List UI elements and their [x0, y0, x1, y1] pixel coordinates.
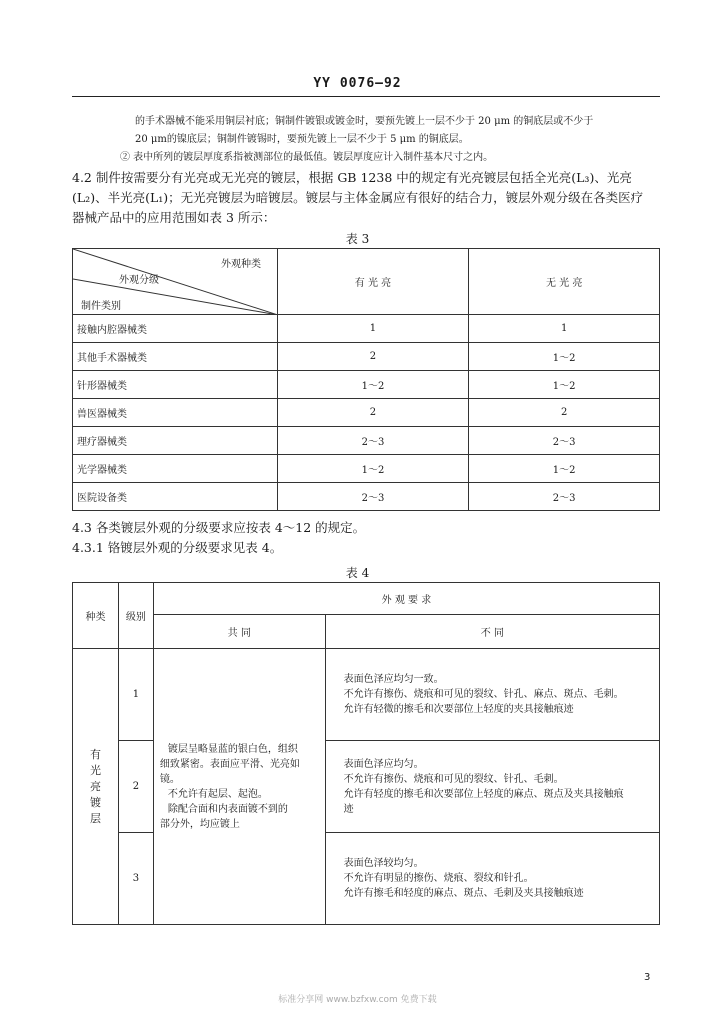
note-line-3: ② 表中所列的镀层厚度系指被测部位的最低值。镀层厚度应计入制件基本尺寸之内。	[120, 152, 494, 163]
diff-line: 表面色泽较均匀。	[343, 858, 424, 869]
table-4-type-cell	[73, 649, 119, 925]
row-matte: 1	[469, 315, 660, 343]
section-4-2-line-2: (L₂)、半光亮(L₁)；无光亮镀层为暗镀层。镀层与主体金属应有很好的结合力，镀层外观分级在各类医疗	[72, 190, 644, 205]
diff-line: 不允许有擦伤、烧痕和可见的裂纹、针孔、毛刺。	[343, 773, 564, 785]
row-matte: 2	[469, 399, 660, 427]
table-4-grade-header: 级别	[118, 583, 153, 649]
table-4-caption: 表 4	[345, 566, 370, 580]
common-line: 除配合面和内表面镀不到的	[167, 803, 288, 815]
grade-2-diff-cell	[325, 741, 659, 833]
table-row	[73, 371, 660, 399]
diff-line: 允许有轻度的擦毛和次要部位上轻度的麻点、斑点及夹具接触痕	[343, 788, 624, 800]
type-char: 光	[89, 763, 101, 777]
note-line-1: 的手术器械不能采用铜层衬底；铜制件镀银或镀金时，要预先镀上一层不少于 20 μm 的铜底层或不少于	[135, 116, 594, 127]
common-line: 部分外，均应镀上	[159, 818, 240, 830]
type-char: 层	[89, 811, 101, 825]
standard-code: YY 0076—92	[313, 76, 402, 91]
row-bright: 1	[277, 315, 469, 343]
common-line: 细致紧密。表面应平滑、光亮如	[159, 758, 300, 770]
type-char: 镀	[89, 795, 101, 809]
table-4-type-header: 种类	[73, 583, 119, 649]
grade-1-diff-cell	[325, 649, 659, 741]
common-line: 不允许有起层、起泡。	[167, 788, 268, 800]
diag-bottom-label: 制件类别	[81, 301, 121, 312]
grade-cell: 3	[118, 833, 153, 925]
type-char: 有	[89, 747, 101, 761]
diff-line: 迹	[343, 803, 354, 815]
table-row	[73, 483, 660, 511]
table-3-col-bright: 有 光 亮	[277, 249, 469, 315]
section-4-2-line-3: 器械产品中的应用范围如表 3 所示：	[72, 210, 276, 225]
diff-line: 表面色泽应均匀一致。	[343, 674, 444, 685]
row-bright: 2	[277, 399, 469, 427]
grade-3-diff-cell	[325, 833, 659, 925]
table-4	[72, 582, 660, 925]
table-4-diff-header: 不 同	[325, 615, 659, 649]
table-row	[73, 315, 660, 343]
row-matte: 1～2	[469, 371, 660, 399]
diff-line: 不允许有擦伤、烧痕和可见的裂纹、针孔、麻点、斑点、毛刺。	[343, 689, 624, 700]
row-name: 医院设备类	[73, 483, 278, 511]
table-row	[73, 343, 660, 371]
row-matte: 2～3	[469, 483, 660, 511]
table-3-caption: 表 3	[345, 232, 370, 246]
row-matte: 2～3	[469, 427, 660, 455]
section-4-2-line-1: 4.2 制件按需要分有光亮或无光亮的镀层，根据 GB 1238 中的规定有光亮镀层包括全光亮(L₃)、光亮	[72, 170, 632, 185]
row-name: 光学器械类	[73, 455, 278, 483]
section-4-3-1: 4.3.1 铬镀层外观的分级要求见表 4。	[72, 540, 283, 555]
common-line: 镀层呈略显蓝的银白色，组织	[167, 743, 298, 755]
diag-mid-label: 外观分级	[119, 275, 159, 286]
table-3-diagonal-header	[73, 249, 278, 315]
diff-line: 不允许有明显的擦伤、烧痕、裂纹和针孔。	[343, 873, 534, 884]
row-name: 兽医器械类	[73, 399, 278, 427]
diag-top-label: 外观种类	[221, 259, 261, 270]
row-bright: 1～2	[277, 455, 469, 483]
row-name: 接触内腔器械类	[73, 315, 278, 343]
row-bright: 2～3	[277, 427, 469, 455]
section-4-3: 4.3 各类镀层外观的分级要求应按表 4～12 的规定。	[72, 520, 366, 535]
table-row	[73, 399, 660, 427]
page-number: 3	[644, 972, 651, 983]
common-line: 镜。	[159, 773, 180, 785]
diff-line: 表面色泽应均匀。	[343, 758, 424, 770]
row-bright: 2	[277, 343, 469, 371]
diff-line: 允许有擦毛和轻度的麻点、斑点、毛刺及夹具接触痕迹	[343, 888, 584, 899]
row-bright: 2～3	[277, 483, 469, 511]
grade-cell: 1	[118, 649, 153, 741]
row-name: 理疗器械类	[73, 427, 278, 455]
row-matte: 1～2	[469, 455, 660, 483]
table-row	[73, 427, 660, 455]
row-name: 针形器械类	[73, 371, 278, 399]
diff-line: 允许有轻微的擦毛和次要部位上轻度的夹具接触痕迹	[343, 704, 574, 715]
table-3-col-matte: 无 光 亮	[469, 249, 660, 315]
header-rule	[72, 96, 660, 97]
table-4-common-header: 共 同	[153, 615, 325, 649]
row-name: 其他手术器械类	[73, 343, 278, 371]
note-line-2: 20 μm的镍底层；铜制件镀锡时，要预先镀上一层不少于 5 μm 的铜底层。	[135, 134, 469, 145]
table-4-req-header: 外 观 要 求	[153, 583, 659, 615]
table-row	[73, 455, 660, 483]
table-4-common-cell	[153, 649, 325, 925]
row-matte: 1～2	[469, 343, 660, 371]
row-bright: 1～2	[277, 371, 469, 399]
table-3	[72, 248, 660, 511]
footer-watermark: 标准分享网 www.bzfxw.com 免费下载	[278, 995, 437, 1005]
type-char: 亮	[89, 779, 101, 793]
grade-cell: 2	[118, 741, 153, 833]
